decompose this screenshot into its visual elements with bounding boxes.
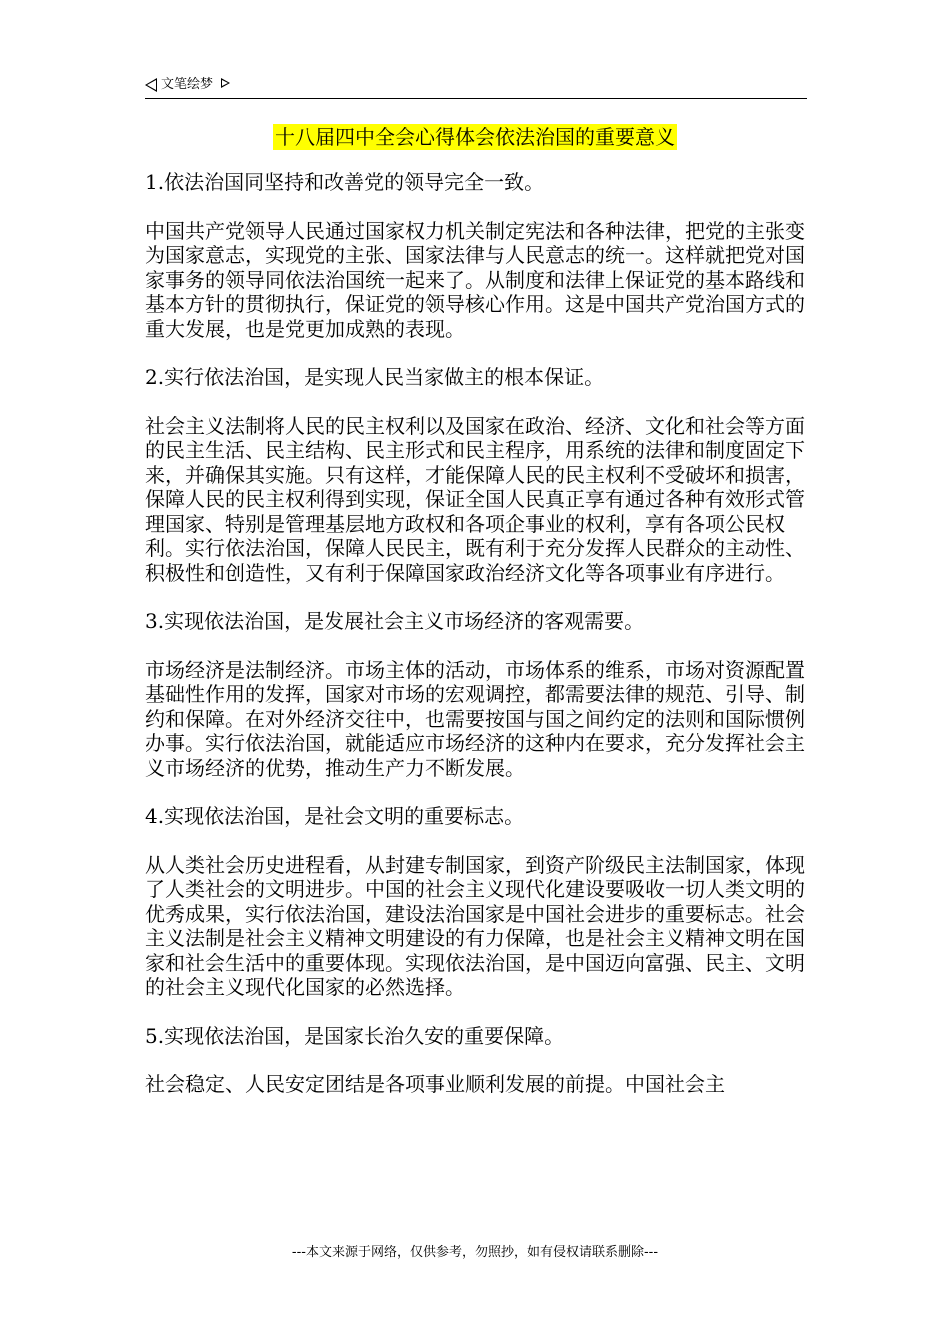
left-triangle-icon (145, 78, 157, 92)
title-container (0, 124, 950, 150)
paragraph-1: 中国共产党领导人民通过国家权力机关制定宪法和各种法律，把党的主张变为国家意志，实现党的主张、国家法律与人民意志的统一。这样就把党对国家事务的领导同依法治国统一起来了。从制度和法律上保证党的基本路线和基本方针的贯彻执行，保证党的领导核心作用。这是中国共产党治国方式的重大发展，也是党更加成熟的表现。 (145, 218, 805, 341)
document-body (145, 170, 810, 1097)
page-header (145, 74, 805, 96)
header-divider (145, 98, 807, 99)
document-title: 十八届四中全会心得体会依法治国的重要意义 (275, 125, 675, 149)
heading-1: 1.依法治国同坚持和改善党的领导完全一致。 (145, 170, 545, 194)
paragraph-5: 社会稳定、人民安定团结是各项事业顺利发展的前提。中国社会主 (145, 1072, 725, 1096)
page-footer: ---本文来源于网络，仅供参考，勿照抄，如有侵权请联系删除--- (291, 1245, 659, 1260)
right-triangle-icon (221, 78, 230, 88)
paragraph-4: 从人类社会历史进程看，从封建专制国家，到资产阶级民主法制国家，体现了人类社会的文明进步。中国的社会主义现代化建设要吸收一切人类文明的优秀成果，实行依法治国，建设法治国家是中国社会进步的重要标志。社会主义法制是社会主义精神文明建设的有力保障，也是社会主义精神文明在国家和社会生活中的重要体现。实现依法治国，是中国迈向富强、民主、文明的社会主义现代化国家的必然选择。 (145, 852, 805, 999)
heading-3: 3.实现依法治国，是发展社会主义市场经济的客观需要。 (145, 609, 645, 633)
heading-4: 4.实现依法治国，是社会文明的重要标志。 (145, 804, 525, 828)
heading-2: 2.实行依法治国，是实现人民当家做主的根本保证。 (145, 365, 605, 389)
paragraph-3: 市场经济是法制经济。市场主体的活动，市场体系的维系，市场对资源配置基础性作用的发挥，国家对市场的宏观调控，都需要法律的规范、引导、制约和保障。在对外经济交往中，也需要按国与国之间约定的法则和国际惯例办事。实行依法治国，就能适应市场经济的这种内在要求，充分发挥社会主义市场经济的优势，推动生产力不断发展。 (145, 657, 805, 780)
heading-5: 5.实现依法治国，是国家长治久安的重要保障。 (145, 1023, 565, 1048)
paragraph-2: 社会主义法制将人民的民主权利以及国家在政治、经济、文化和社会等方面的民主生活、民主结构、民主形式和民主程序，用系统的法律和制度固定下来，并确保其实施。只有这样，才能保障人民的民主权利不受破坏和损害，保障人民的民主权利得到实现，保证全国人民真正享有通过各种有效形式管理国家、特别是管理基层地方政权和各项企事业的权利，享有各项公民权利。实行依法治国，保障人民民主，既有利于充分发挥人民群众的主动性、积极性和创造性，又有利于保障国家政治经济文化等各项事业有序进行。 (145, 413, 805, 585)
header-brand: 文笔绘梦 (161, 77, 214, 92)
